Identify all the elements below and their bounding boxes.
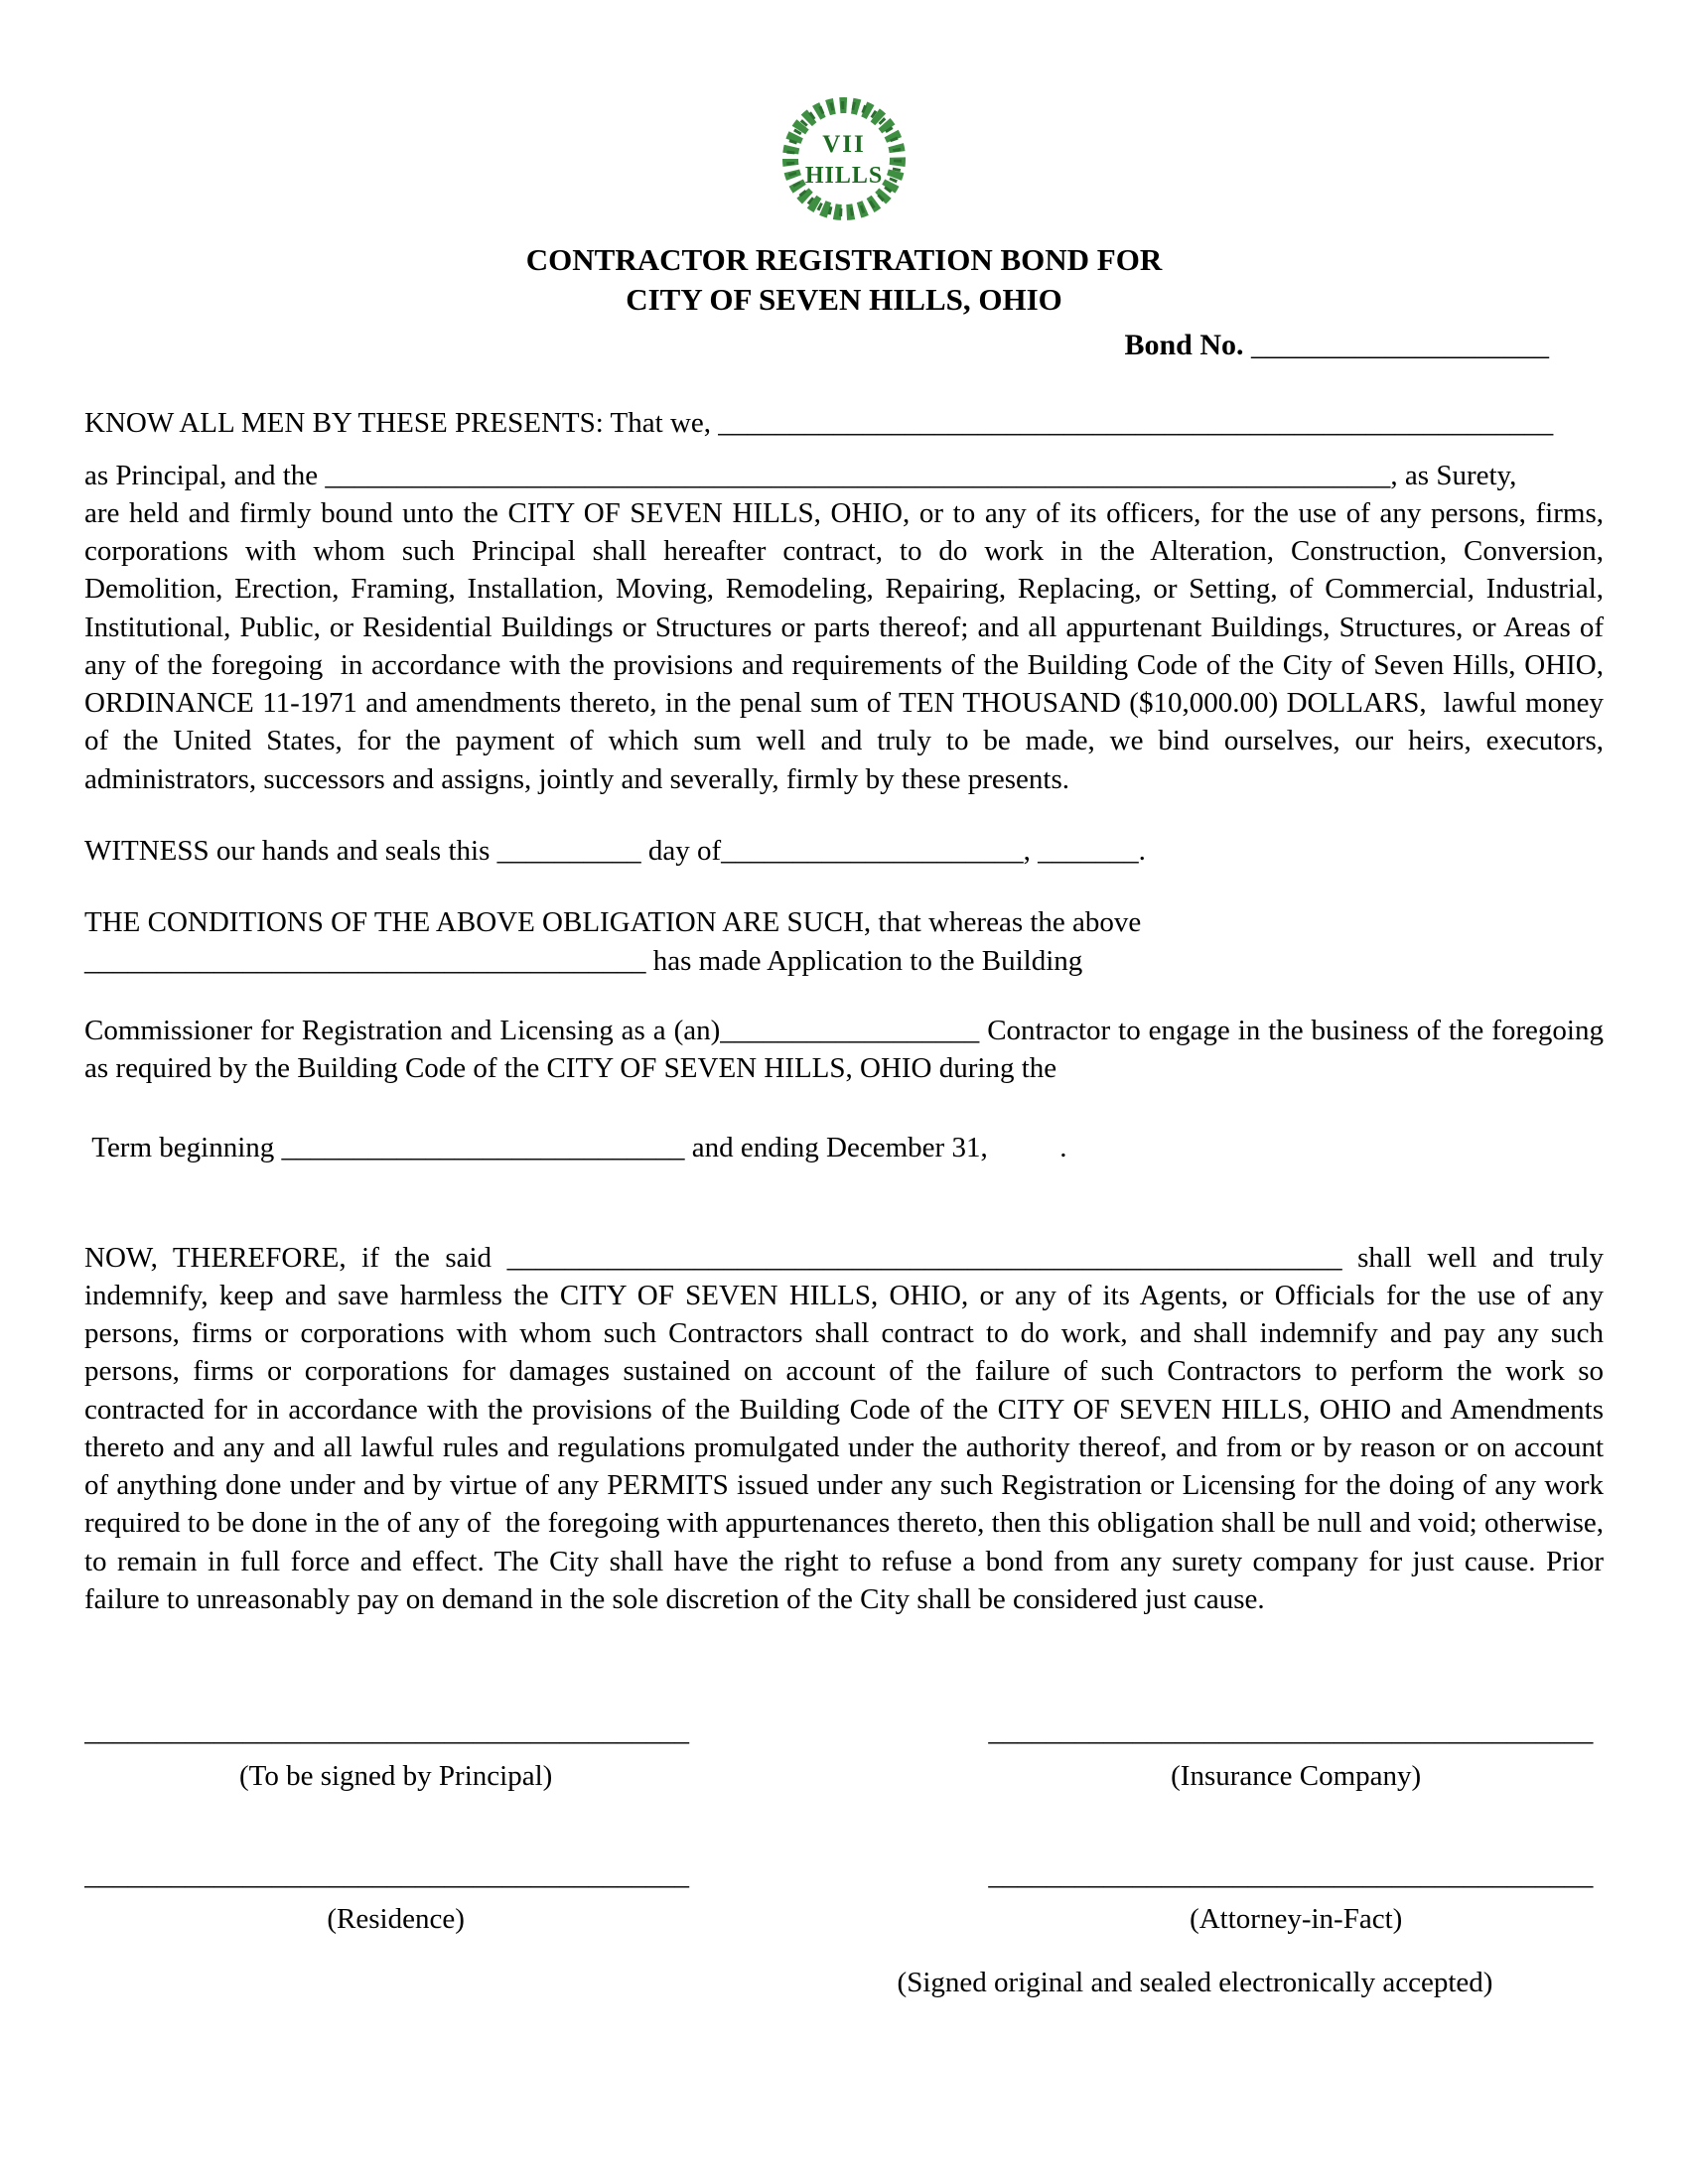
principal-surety-line: as Principal, and the __________________________________________________________________________, as Surety, — [84, 459, 1517, 491]
know-all-men-line: KNOW ALL MEN BY THESE PRESENTS: That we, __________________________________________________________ — [84, 407, 1554, 440]
conditions-line-1: THE CONDITIONS OF THE ABOVE OBLIGATION ARE SUCH, that whereas the above — [84, 906, 1142, 939]
commissioner-paragraph: Commissioner for Registration and Licensing as a (an)__________________ Contractor to engage in the business of the foregoing as required by the Building Code of the CITY OF SEVEN HILLS, OHIO during the — [84, 1014, 1612, 1085]
laurel-wreath-icon — [769, 81, 919, 232]
insurance-company-caption: (Insurance Company) — [1171, 1759, 1422, 1792]
principal-signature-caption: (To be signed by Principal) — [239, 1759, 553, 1792]
bound-obligation-paragraph: are held and firmly bound unto the CITY OF SEVEN HILLS, OHIO, or to any of its officers, for the use of any persons, firms, corporations with whom such Principal shall hereafter contract, to do work in the Alteration, Construction, Conversion, Demolition, Erection, Framing, Installation, Moving, Remodeling, Repairing, Replacing, or Setting, of Commercial, Industrial, Institutional, Public, or Residential Buildings or Structures or parts thereof; and all appurtenant Buildings, Structures, or Areas of any of the foregoing in accordance with the provisions and requirements of the Building Code of the City of Seven Hills, OHIO, ORDINANCE 11-1971 and amendments thereto, in the penal sum of TEN THOUSAND ($10,000.00) DOLLARS, lawful money of the United States, for the payment of which sum well and truly to be made, we bind ourselves, our heirs, executors, administrators, successors and assigns, jointly and severally, firmly by these presents. — [84, 496, 1612, 795]
attorney-in-fact-caption: (Attorney-in-Fact) — [1190, 1903, 1403, 1936]
electronic-acceptance-note: (Signed original and sealed electronically accepted) — [897, 1967, 1493, 1999]
footer-spacer — [84, 1964, 898, 2001]
residence-line: __________________________________________ — [84, 1858, 689, 1891]
residence-caption: (Residence) — [327, 1903, 465, 1936]
logo-text-line2: HILLS — [804, 163, 884, 189]
document-title — [84, 240, 1604, 319]
term-line: Term beginning ____________________________ and ending December 31, . — [84, 1132, 1067, 1164]
principal-signature-line: __________________________________________ — [84, 1715, 689, 1748]
witness-line: WITNESS our hands and seals this __________ day of_____________________, _______. — [84, 835, 1146, 867]
bond-number-row — [84, 329, 1604, 362]
residence-block — [84, 1856, 707, 1939]
conditions-line-2: _______________________________________ has made Application to the Building — [84, 944, 1083, 977]
title-line-1: CONTRACTOR REGISTRATION BOND FOR — [525, 242, 1163, 277]
attorney-in-fact-block — [988, 1856, 1604, 1939]
logo-text-line1: VII — [822, 131, 866, 158]
title-line-2: CITY OF SEVEN HILLS, OHIO — [626, 281, 1062, 317]
city-seal-logo — [84, 81, 1604, 232]
signature-row-2 — [84, 1856, 1604, 1939]
bond-number-label: Bond No. — [1124, 329, 1251, 362]
insurance-company-block — [988, 1712, 1604, 1795]
principal-signature-block — [84, 1712, 707, 1795]
now-therefore-paragraph: NOW, THEREFORE, if the said __________________________________________________________ shall well and truly indemnify, keep and save harmless the CITY OF SEVEN HILLS, OHIO, or any of its Agents, or Officials for the use of any persons, firms or corporations with whom such Contractors shall contract to do work, and shall indemnify and pay any such persons, firms or corporations for damages sustained on account of the failure of such Contractors to perform the work so contracted for in accordance with the provisions of the Building Code of the CITY OF SEVEN HILLS, OHIO and Amendments thereto and any and all lawful rules and regulations promulgated under the authority thereof, and from or by reason or on account of anything done under and by virtue of any PERMITS issued under any such Registration or Licensing for the doing of any work required to be done in the of any of the foregoing with appurtenances thereto, then this obligation shall be null and void; otherwise, to remain in full force and effect. The City shall have the right to refuse a bond from any surety company for just cause. Prior failure to unreasonably pay on demand in the sole discretion of the City shall be considered just cause. — [84, 1241, 1612, 1615]
bond-number-blank: ____________________ — [1251, 329, 1549, 362]
footer-row — [84, 1964, 1604, 2001]
attorney-in-fact-line: __________________________________________ — [988, 1858, 1594, 1891]
signature-row-1 — [84, 1712, 1604, 1795]
insurance-company-line: __________________________________________ — [988, 1715, 1594, 1748]
